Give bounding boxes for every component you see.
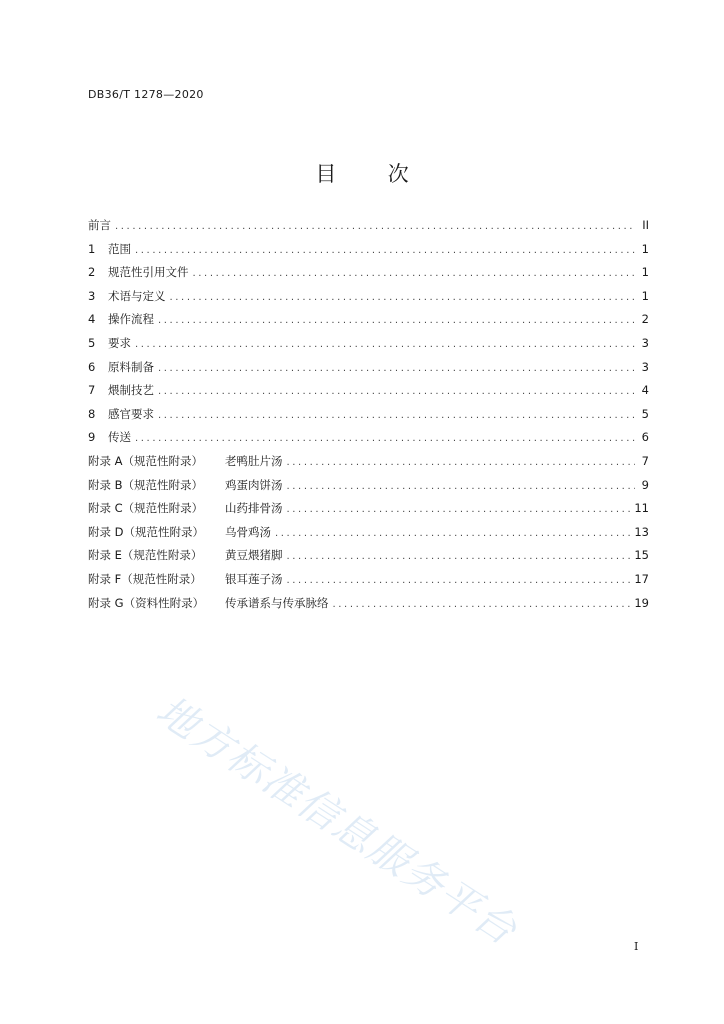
toc-leader	[193, 268, 636, 279]
toc-entry-page: 2	[641, 312, 649, 327]
toc-title-right: 次	[387, 162, 409, 186]
toc-entry-page: 7	[641, 453, 649, 468]
toc-entry-title: 操作流程	[108, 312, 154, 327]
toc-entry-number: 2	[88, 265, 96, 280]
toc-entry-number: 9	[88, 430, 96, 445]
table-of-contents	[88, 217, 649, 618]
toc-entry[interactable]	[88, 335, 649, 359]
toc-appendix-entry[interactable]	[88, 524, 649, 548]
toc-entry-number: 8	[88, 406, 96, 421]
toc-appendix-entry[interactable]	[88, 547, 649, 571]
toc-leader	[287, 481, 636, 492]
toc-entry-page: 9	[641, 477, 649, 492]
toc-entry-title: 黄豆煨猪脚	[225, 548, 283, 563]
toc-entry[interactable]	[88, 429, 649, 453]
toc-title-left: 目	[315, 162, 337, 186]
toc-entry-page: II	[642, 218, 649, 232]
toc-leader	[287, 551, 631, 562]
toc-leader	[275, 528, 630, 539]
toc-appendix-entry[interactable]	[88, 500, 649, 524]
toc-entry-page: 5	[641, 406, 649, 421]
toc-appendix-entry[interactable]	[88, 571, 649, 595]
toc-entry-title: 原料制备	[108, 359, 154, 374]
toc-entry[interactable]	[88, 406, 649, 430]
toc-entry-title: 煨制技艺	[108, 383, 154, 398]
toc-entry-number: 1	[88, 241, 96, 256]
toc-leader	[158, 363, 635, 374]
toc-entry-title: 感官要求	[108, 406, 154, 421]
toc-leader	[287, 457, 636, 468]
toc-entry-page: 4	[641, 383, 649, 398]
toc-entry-page: 1	[641, 265, 649, 280]
toc-appendix-entry[interactable]	[88, 477, 649, 501]
toc-leader	[158, 410, 635, 421]
toc-leader	[333, 599, 631, 610]
toc-entry[interactable]	[88, 288, 649, 312]
toc-entry-number: 4	[88, 312, 96, 327]
toc-leader	[158, 315, 635, 326]
toc-entry-page: 1	[641, 241, 649, 256]
toc-entry-title: 术语与定义	[108, 288, 166, 303]
toc-entry[interactable]	[88, 311, 649, 335]
toc-leader	[287, 575, 631, 586]
watermark: 地方标准信息服务平台	[148, 687, 526, 955]
toc-entry-page: 17	[634, 571, 649, 586]
toc-title	[0, 158, 724, 188]
toc-entry[interactable]	[88, 241, 649, 265]
toc-entry-title: 乌骨鸡汤	[225, 524, 271, 539]
toc-entry-page: 19	[634, 595, 649, 610]
toc-entry-page: 3	[641, 359, 649, 374]
toc-appendix-label: 附录 E（规范性附录）	[88, 548, 203, 563]
toc-entry-title: 山药排骨汤	[225, 501, 283, 516]
toc-entry[interactable]	[88, 359, 649, 383]
toc-leader	[135, 245, 635, 256]
toc-entry[interactable]	[88, 217, 649, 241]
toc-entry-title: 要求	[108, 335, 131, 350]
toc-entry-title: 鸡蛋肉饼汤	[225, 477, 283, 492]
toc-entry-page: 11	[634, 501, 649, 516]
toc-entry-page: 15	[634, 548, 649, 563]
toc-leader	[170, 292, 636, 303]
standard-code: DB36/T 1278—2020	[88, 88, 204, 101]
toc-entry-number: 5	[88, 335, 96, 350]
toc-entry-title: 银耳莲子汤	[225, 571, 283, 586]
toc-appendix-label: 附录 D（规范性附录）	[88, 524, 205, 539]
toc-entry-title: 老鸭肚片汤	[225, 453, 283, 468]
toc-entry[interactable]	[88, 264, 649, 288]
toc-entry-title: 规范性引用文件	[108, 265, 189, 280]
toc-leader	[115, 221, 635, 232]
toc-leader	[287, 504, 631, 515]
toc-entry-page: 6	[641, 430, 649, 445]
toc-appendix-label: 附录 B（规范性附录）	[88, 477, 204, 492]
toc-entry-number: 7	[88, 383, 96, 398]
toc-leader	[135, 433, 635, 444]
toc-appendix-entry[interactable]	[88, 595, 649, 619]
toc-leader	[135, 339, 635, 350]
toc-leader	[158, 386, 635, 397]
toc-entry-page: 13	[634, 524, 649, 539]
toc-entry-page: 1	[641, 288, 649, 303]
toc-appendix-label: 附录 G（资料性附录）	[88, 595, 205, 610]
toc-appendix-label: 附录 F（规范性附录）	[88, 571, 202, 586]
toc-entry-number: 6	[88, 359, 96, 374]
toc-entry-title: 传承谱系与传承脉络	[225, 595, 329, 610]
toc-appendix-label: 附录 A（规范性附录）	[88, 453, 204, 468]
toc-entry-page: 3	[641, 335, 649, 350]
toc-entry[interactable]	[88, 382, 649, 406]
toc-appendix-label: 附录 C（规范性附录）	[88, 501, 204, 516]
toc-entry-number: 3	[88, 288, 96, 303]
toc-appendix-entry[interactable]	[88, 453, 649, 477]
page-number: I	[634, 940, 639, 953]
toc-entry-title: 前言	[88, 218, 111, 232]
toc-entry-title: 范围	[108, 241, 131, 256]
toc-entry-title: 传送	[108, 430, 131, 445]
